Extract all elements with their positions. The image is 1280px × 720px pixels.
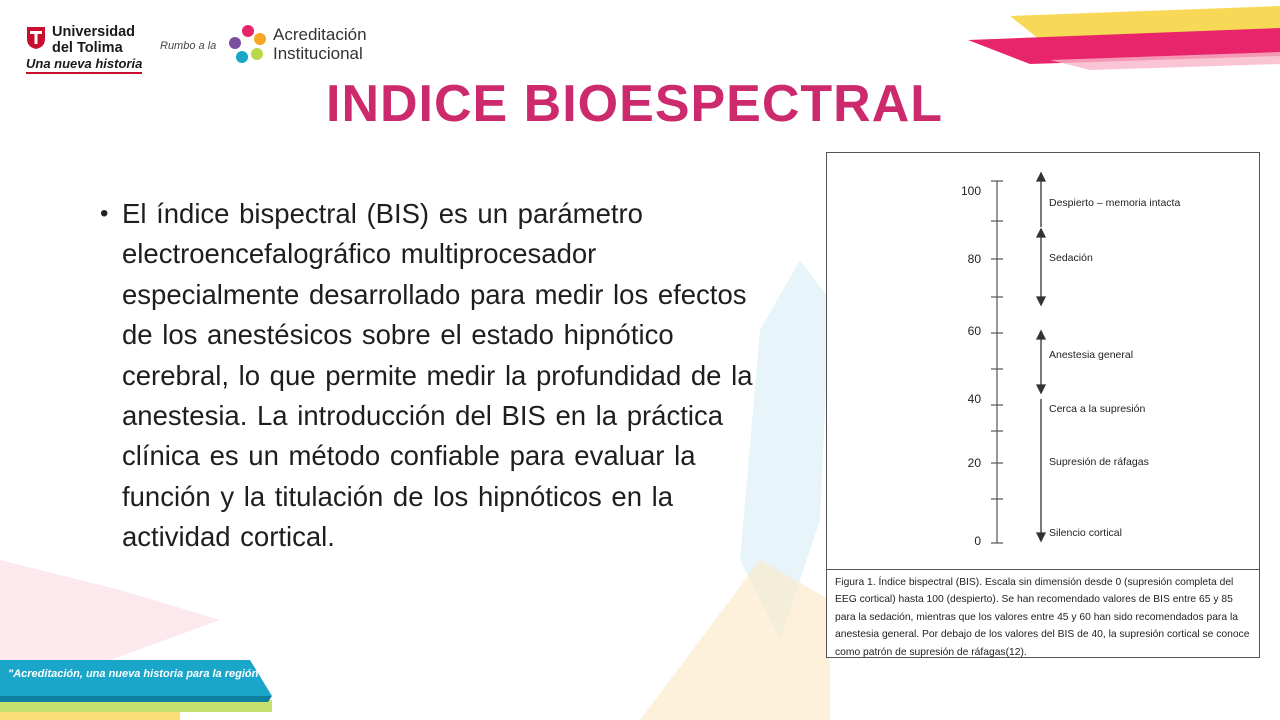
scale-label-60: 60 bbox=[967, 324, 981, 338]
scale-label-0: 0 bbox=[974, 534, 981, 548]
bis-scale-diagram bbox=[827, 153, 1259, 569]
bullet-paragraph: El índice bispectral (BIS) es un parámetro electroencefalográfico multiprocesador especialmente desarrollado para medir los efectos de los anestésicos sobre el estado hipnótico cerebral, lo que permite medir la profundidad de la anestesia. La introducción del BIS en la práctica clínica es un método confiable para evaluar la función y la titulación de los hipnóticos en la actividad cortical. bbox=[122, 198, 753, 553]
accreditation-line2: Institucional bbox=[273, 44, 363, 63]
accreditation-logo bbox=[228, 22, 388, 70]
page-title: INDICE BIOESPECTRAL bbox=[326, 75, 944, 133]
footer-banner-text: "Acreditación, una nueva historia para la región" bbox=[8, 668, 264, 680]
accreditation-flower-icon bbox=[228, 24, 268, 66]
university-logo bbox=[22, 18, 152, 78]
scale-label-20: 20 bbox=[967, 456, 981, 470]
range-label-general-anesthesia: Anestesia general bbox=[1049, 349, 1134, 361]
range-label-sedation: Sedación bbox=[1049, 252, 1093, 264]
rumbo-text: Rumbo a la bbox=[160, 40, 217, 52]
university-shield-icon bbox=[26, 26, 46, 50]
footer-banner bbox=[0, 660, 272, 702]
bis-figure bbox=[826, 152, 1260, 658]
university-slogan: Una nueva historia bbox=[26, 56, 142, 74]
range-label-cortical-silence: Silencio cortical bbox=[1049, 527, 1122, 539]
scale-label-80: 80 bbox=[967, 252, 981, 266]
range-label-burst-suppression: Supresión de ráfagas bbox=[1049, 456, 1149, 468]
accreditation-line1: Acreditación bbox=[273, 25, 367, 44]
range-label-awake: Despierto – memoria intacta bbox=[1049, 197, 1181, 209]
university-name-line1: Universidad bbox=[52, 24, 135, 40]
scale-label-100: 100 bbox=[960, 184, 981, 198]
figure-caption: Figura 1. Índice bispectral (BIS). Escala sin dimensión desde 0 (supresión completa del EEG cortical) hasta 100 (despierto). Se han recomendado valores de BIS entre 65 y 85 para la sedación, mientras que los valores entre 45 y 60 han sido recomendados para la anestesia general. Por debajo de los valores del BIS de 40, la supresión cortical se conoce como patrón de supresión de ráfagas(12). bbox=[827, 569, 1259, 657]
scale-label-40: 40 bbox=[967, 392, 981, 406]
footer-banner-shape bbox=[0, 660, 272, 702]
bullet-marker: • bbox=[100, 200, 109, 227]
range-label-near-suppression: Cerca a la supresión bbox=[1049, 403, 1146, 415]
university-name-line2: del Tolima bbox=[52, 40, 123, 56]
